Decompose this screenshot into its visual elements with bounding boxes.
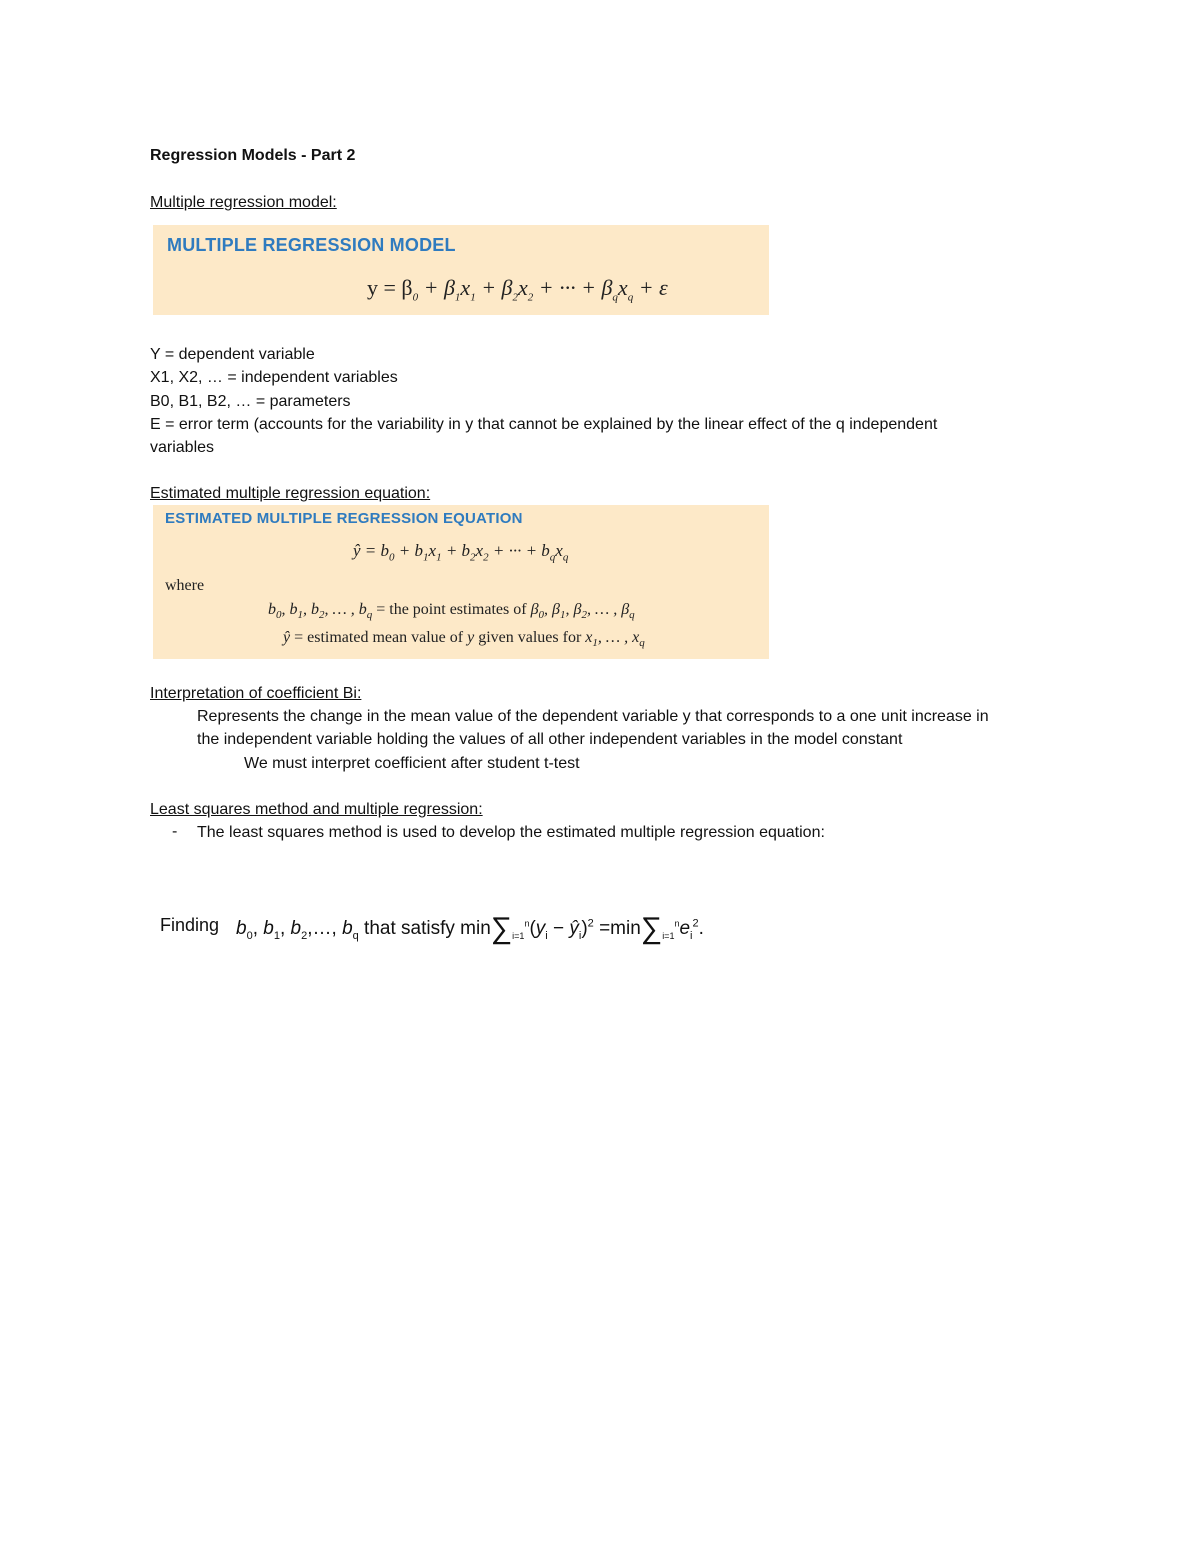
where-line-1: $b_0$, $b_1$, $b_2$, … , $b_q$ = the point estimates of $\beta_0$, $\beta_1$, $\beta_2$, … , $\beta_q$ <box>268 601 635 622</box>
model-equation: $y = \beta_0 + \beta_1x_1 + \beta_2x_2$ + ··· + $\beta_qx_q + \varepsilon$ <box>367 275 668 304</box>
interpretation-line-3: We must interpret coefficient after student t-test <box>244 755 580 772</box>
section-heading-interpretation: Interpretation of coefficient Bi: <box>150 685 362 702</box>
box-title: MULTIPLE REGRESSION MODEL <box>167 235 456 255</box>
section-heading-multiple-regression-model: Multiple regression model: <box>150 194 337 211</box>
definition-x: X1, X2, … = independent variables <box>150 369 398 386</box>
interpretation-line-2: the independent variable holding the values of all other independent variables in the model constant <box>197 731 903 748</box>
definition-b: B0, B1, B2, … = parameters <box>150 393 351 410</box>
estimated-equation: ŷ = $b_0 + b_1x_1 + b_2x_2$ + ··· + $b_qx_q$ <box>353 541 569 564</box>
section-heading-estimated-equation: Estimated multiple regression equation: <box>150 485 431 502</box>
estimated-equation-box <box>153 505 769 659</box>
where-line-2: ŷ = estimated mean value of y given values for $x_1$, … , $x_q$ <box>283 629 645 650</box>
box-title: ESTIMATED MULTIPLE REGRESSION EQUATION <box>165 510 523 527</box>
section-heading-least-squares: Least squares method and multiple regression: <box>150 801 483 818</box>
finding-label: Finding <box>160 915 220 935</box>
least-squares-bullet: The least squares method is used to develop the estimated multiple regression equation: <box>197 824 825 841</box>
where-label: where <box>165 577 205 594</box>
bullet-marker: - <box>172 823 178 840</box>
interpretation-line-1: Represents the change in the mean value of the dependent variable y that corresponds to a one unit increase in <box>197 708 989 725</box>
finding-formula: $b_0$, $b_1$, $b_2,\dots$, $b_q$ that satisfy $\min\sum_{i=1}^n(y_i$ − $ŷ_i)^2 =\min\sum_{i=1}^ne_i^2$. <box>236 912 704 945</box>
definition-e-cont: variables <box>150 439 215 456</box>
multiple-regression-model-box <box>153 225 769 315</box>
definition-e: E = error term (accounts for the variability in y that cannot be explained by the linear effect of the q independent <box>150 416 938 433</box>
page-title: Regression Models - Part 2 <box>150 147 356 164</box>
definition-y: Y = dependent variable <box>150 346 315 363</box>
